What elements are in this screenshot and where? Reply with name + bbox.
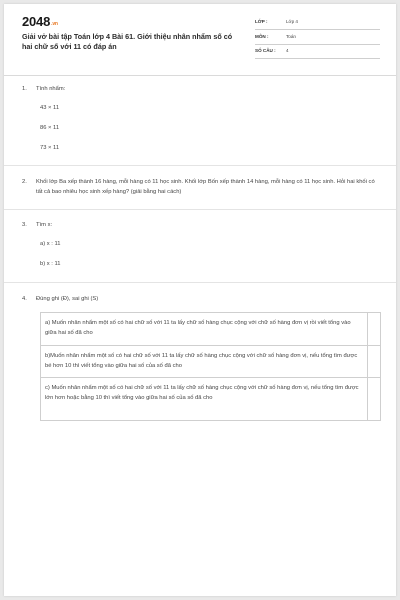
logo-suffix: .vn bbox=[51, 21, 58, 27]
worksheet-page bbox=[4, 4, 396, 596]
table-row bbox=[41, 346, 380, 378]
question-separator bbox=[4, 282, 396, 283]
question-item: 86 × 11 bbox=[40, 125, 60, 131]
question-number: 2. bbox=[22, 179, 27, 185]
question-text: Đúng ghi (Đ), sai ghi (S) bbox=[36, 296, 99, 302]
meta-row-class bbox=[255, 18, 380, 30]
statement-text: c) Muốn nhân nhẩm một số có hai chữ số với 11 ta lấy chữ số hàng chục cộng với chữ số hàng đơn vị, nếu tổng tìm được lớn hơn hoặc bằng 10 thì viết tổng vào giữa hai số của số đã cho bbox=[45, 385, 359, 402]
statement-text: b)Muốn nhân nhẩm một số có hai chữ số với 11 ta lấy chữ số hàng chục cộng với chữ số hàng đơn vị, nếu tổng tìm được bé hơn 10 thì viết tổng vào giữa hai số của số đã cho bbox=[45, 353, 358, 370]
statement-text: a) Muốn nhân nhẩm một số có hai chữ số với 11 ta lấy chữ số hàng chục cộng với chữ số hàng đơn vị rồi viết tổng vào giữa hai số đã cho bbox=[45, 320, 351, 337]
question-item: 73 × 11 bbox=[40, 145, 60, 151]
meta-value: Lớp 4 bbox=[286, 19, 298, 24]
meta-key: LỚP : bbox=[255, 19, 268, 24]
header-divider bbox=[4, 75, 396, 76]
true-false-table bbox=[40, 312, 381, 421]
answer-box[interactable] bbox=[367, 346, 380, 377]
table-row bbox=[41, 313, 380, 346]
question-number: 1. bbox=[22, 86, 27, 92]
answer-box[interactable] bbox=[367, 313, 380, 345]
question-item: a) x : 11 bbox=[40, 241, 61, 247]
question-item: b) x : 11 bbox=[40, 261, 61, 267]
site-logo[interactable] bbox=[22, 14, 58, 29]
answer-box[interactable] bbox=[367, 378, 380, 420]
meta-row-count bbox=[255, 47, 380, 59]
question-number: 3. bbox=[22, 222, 27, 228]
worksheet-header bbox=[4, 4, 396, 66]
question-separator bbox=[4, 209, 396, 210]
worksheet-title: Giải vở bài tập Toán lớp 4 Bài 61. Giới thiệu nhân nhẩm số có hai chữ số với 11 có đáp án bbox=[22, 32, 233, 51]
meta-key: SỐ CÂU : bbox=[255, 48, 276, 53]
table-row bbox=[41, 378, 380, 420]
question-text: Tìm x: bbox=[36, 222, 53, 228]
question-text: Tính nhẩm: bbox=[36, 86, 66, 92]
logo-main: 2048 bbox=[22, 14, 51, 29]
question-number: 4. bbox=[22, 296, 27, 302]
question-item: 43 × 11 bbox=[40, 105, 60, 111]
meta-value: Toán bbox=[286, 34, 296, 39]
meta-value: 4 bbox=[286, 48, 289, 53]
question-separator bbox=[4, 165, 396, 166]
meta-row-subject bbox=[255, 33, 380, 45]
meta-key: MÔN : bbox=[255, 34, 269, 39]
question-text: Khối lớp Ba xếp thành 16 hàng, mỗi hàng có 11 học sinh. Khối lớp Bốn xếp thành 14 hàng, mỗi hàng có 11 học sinh. Hỏi hai khối có tất cả bao nhiêu học sinh xếp hàng? (giải bằng hai cách) bbox=[36, 179, 375, 195]
